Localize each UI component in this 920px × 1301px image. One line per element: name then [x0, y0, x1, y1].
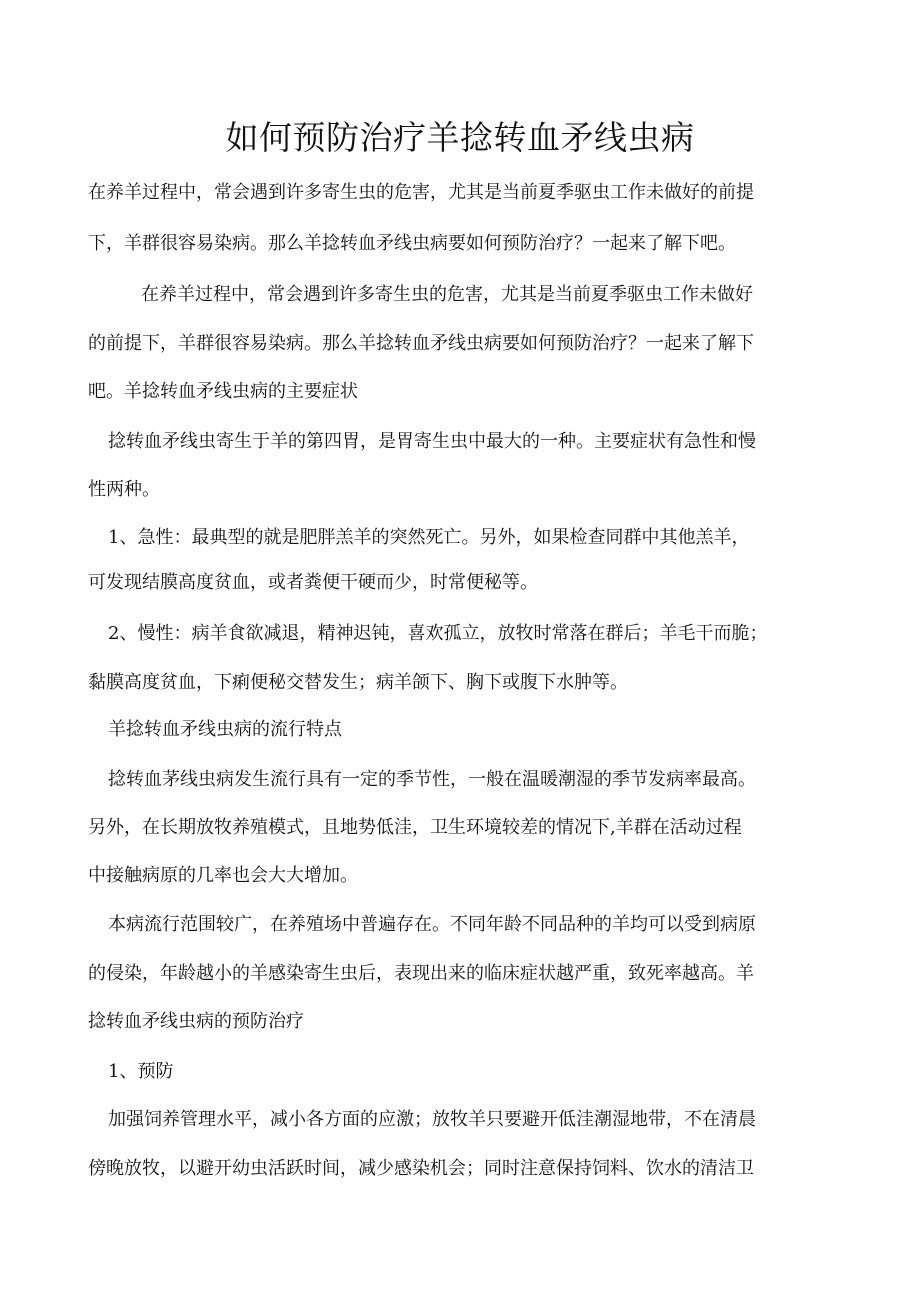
text-line: 傍晚放牧，以避开幼虫活跃时间，减少感染机会；同时注意保持饲料、饮水的清洁卫 [88, 1158, 754, 1179]
section-heading: 羊捻转血矛线虫病的流行特点 [108, 719, 342, 740]
section-heading: 1、预防 [108, 1061, 174, 1082]
text-line: 下，羊群很容易染病。那么羊捻转血矛线虫病要如何预防治疗？一起来了解下吧。 [88, 233, 736, 254]
text-line: 中接触病原的几率也会大大增加。 [88, 865, 358, 886]
text-line: 的侵染，年龄越小的羊感染寄生虫后，表现出来的临床症状越严重，致死率越高。羊 [88, 963, 754, 984]
text-line: 性两种。 [88, 479, 160, 500]
text-line: 2、慢性：病羊食欲减退，精神迟钝，喜欢孤立，放牧时常落在群后；羊毛干而脆； [108, 623, 768, 644]
text-line: 黏膜高度贫血，下痢便秘交替发生；病羊颌下、胸下或腹下水肿等。 [88, 672, 628, 693]
text-line: 在养羊过程中，常会遇到许多寄生虫的危害，尤其是当前夏季驱虫工作未做好 [141, 284, 753, 305]
document-title: 如何预防治疗羊捻转血矛线虫病 [225, 118, 695, 157]
text-line: 捻转血矛线虫病的预防治疗 [88, 1011, 304, 1032]
text-line: 捻转血茅线虫病发生流行具有一定的季节性，一般在温暖潮湿的季节发病率最高。 [108, 769, 756, 790]
text-line: 可发现结膜高度贫血，或者粪便干硬而少，时常便秘等。 [88, 572, 538, 593]
text-line: 另外，在长期放牧养殖模式，且地势低洼，卫生环境较差的情况下,羊群在活动过程 [88, 817, 742, 838]
text-line: 捻转血矛线虫寄生于羊的第四胃，是胃寄生虫中最大的一种。主要症状有急性和慢 [108, 431, 756, 452]
text-line: 本病流行范围较广，在养殖场中普遍存在。不同年龄不同品种的羊均可以受到病原 [108, 914, 756, 935]
text-line: 加强饲养管理水平，减小各方面的应激；放牧羊只要避开低洼潮湿地带，不在清晨 [108, 1109, 756, 1130]
text-line: 的前提下，羊群很容易染病。那么羊捻转血矛线虫病要如何预防治疗？一起来了解下 [88, 333, 754, 354]
text-line: 在养羊过程中，常会遇到许多寄生虫的危害，尤其是当前夏季驱虫工作未做好的前提 [88, 182, 754, 203]
text-line: 吧。羊捻转血矛线虫病的主要症状 [88, 381, 358, 402]
text-line: 1、急性：最典型的就是肥胖羔羊的突然死亡。另外，如果检查同群中其他羔羊， [108, 527, 750, 548]
